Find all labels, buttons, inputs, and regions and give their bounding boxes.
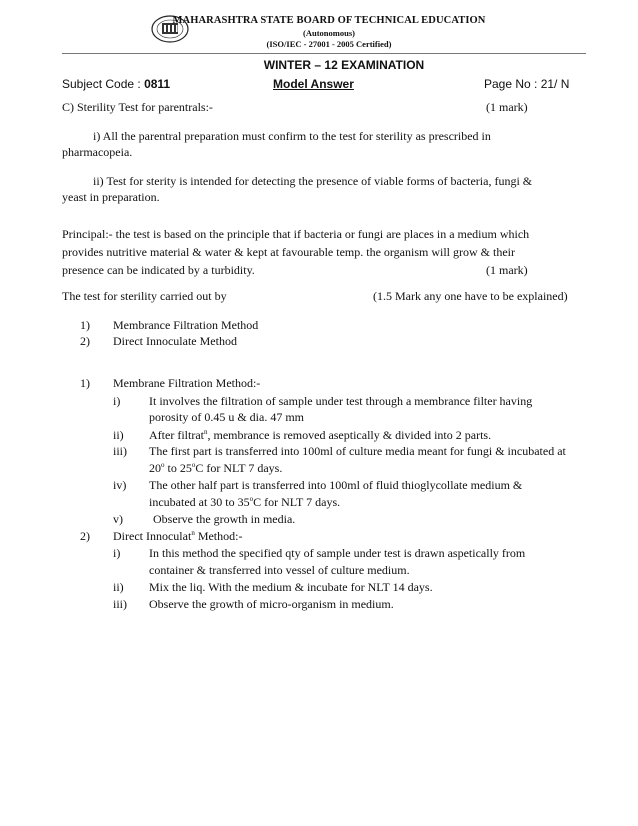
principle-mark: (1 mark) — [486, 263, 528, 277]
membrane-num: 1) — [80, 376, 90, 390]
point-1-line-2: pharmacopeia. — [62, 145, 133, 159]
direct-title — [113, 528, 242, 545]
header-divider — [62, 53, 586, 54]
direct-i-num: i) — [113, 546, 121, 560]
method-list-item-1: Membrance Filtration Method — [113, 318, 259, 332]
methods-mark: (1.5 Mark any one have to be explained) — [373, 289, 568, 303]
certification-label: (ISO/IEC - 27001 - 2005 Certified) — [266, 39, 392, 49]
autonomous-label: (Autonomous) — [303, 28, 355, 38]
membrane-iii-line-2 — [149, 460, 282, 477]
direct-title-b: Method:- — [194, 529, 243, 543]
direct-ii-num: ii) — [113, 580, 124, 594]
direct-iii-line: Observe the growth of micro-organism in medium. — [149, 597, 394, 611]
direct-title-a: Direct Innoculat — [113, 529, 192, 543]
membrane-ii-line — [149, 427, 491, 444]
direct-i-line-1: In this method the specified qty of sample under test is drawn aspetically from — [149, 546, 526, 560]
subject-code-label: Subject Code : — [62, 77, 145, 91]
membrane-iii-sup-1: o — [161, 461, 165, 469]
direct-iii-num: iii) — [113, 597, 127, 611]
membrane-i-line-2: porosity of 0.45 u & dia. 47 mm — [149, 410, 304, 424]
membrane-iii-line-1: The first part is transferred into 100ml of culture media meant for fungi & incubated at — [149, 444, 566, 458]
membrane-v-num: v) — [113, 512, 123, 526]
section-heading: C) Sterility Test for parentrals:- — [62, 100, 213, 114]
subject-code-value: 0811 — [144, 77, 171, 91]
membrane-iii-text-3: C for NLT 7 days. — [195, 461, 283, 475]
point-2-line-2: yeast in preparation. — [62, 190, 160, 204]
membrane-iii-text-1: 20 — [149, 461, 161, 475]
membrane-iv-text-1: incubated at 30 to 35 — [149, 495, 250, 509]
principle-line-2: provides nutritive material & water & kept at favourable temp. the organism will grow & their — [62, 245, 515, 259]
membrane-iii-text-2: to 25 — [164, 461, 192, 475]
model-answer-label: Model Answer — [273, 77, 354, 91]
section-mark: (1 mark) — [486, 100, 528, 114]
method-list-item-2: Direct Innoculate Method — [113, 334, 237, 348]
membrane-i-num: i) — [113, 394, 121, 408]
membrane-i-line-1: It involves the filtration of sample under test through a membrance filter having — [149, 394, 533, 408]
membrane-iv-sup: o — [249, 495, 254, 503]
membrane-title: Membrane Filtration Method:- — [113, 376, 261, 390]
principle-line-1: Principal:- the test is based on the principle that if bacteria or fungi are places in a medium which — [62, 227, 530, 241]
point-2-line-1: ii) Test for sterity is intended for detecting the presence of viable forms of bacteria, fungi & — [93, 174, 533, 188]
membrane-ii-sup: n — [203, 428, 208, 436]
methods-intro: The test for sterility carried out by — [62, 289, 227, 303]
membrane-iv-line-1: The other half part is transferred into 100ml of fluid thioglycollate medium & — [149, 478, 523, 492]
exam-title: WINTER – 12 EXAMINATION — [263, 58, 425, 72]
membrane-iv-text-2: C for NLT 7 days. — [253, 495, 341, 509]
principle-line-3: presence can be indicated by a turbidity. — [62, 263, 255, 277]
board-name: MAHARASHTRA STATE BOARD OF TECHNICAL EDUCATION — [172, 15, 486, 26]
page-number: Page No : 21/ N — [484, 77, 570, 91]
membrane-ii-text-b: , membrance is removed aseptically & divided into 2 parts. — [207, 428, 492, 442]
method-list-num-2: 2) — [80, 334, 90, 348]
subject-code-line — [62, 77, 170, 91]
membrane-v-line: Observe the growth in media. — [153, 512, 296, 526]
membrane-ii-text-a: After filtrat — [149, 428, 204, 442]
direct-title-sup: n — [191, 529, 195, 537]
direct-ii-line: Mix the liq. With the medium & incubate for NLT 14 days. — [149, 580, 433, 594]
membrane-iii-sup-2: o — [191, 461, 196, 469]
membrane-iv-line-2 — [149, 494, 340, 511]
membrane-iv-num: iv) — [113, 478, 127, 492]
direct-num: 2) — [80, 529, 90, 543]
method-list-num-1: 1) — [80, 318, 90, 332]
direct-i-line-2: container & transferred into vessel of culture medium. — [149, 563, 410, 577]
point-1-line-1: i) All the parentral preparation must confirm to the test for sterility as prescribed in — [93, 129, 491, 143]
membrane-iii-num: iii) — [113, 444, 127, 458]
membrane-ii-num: ii) — [113, 428, 124, 442]
